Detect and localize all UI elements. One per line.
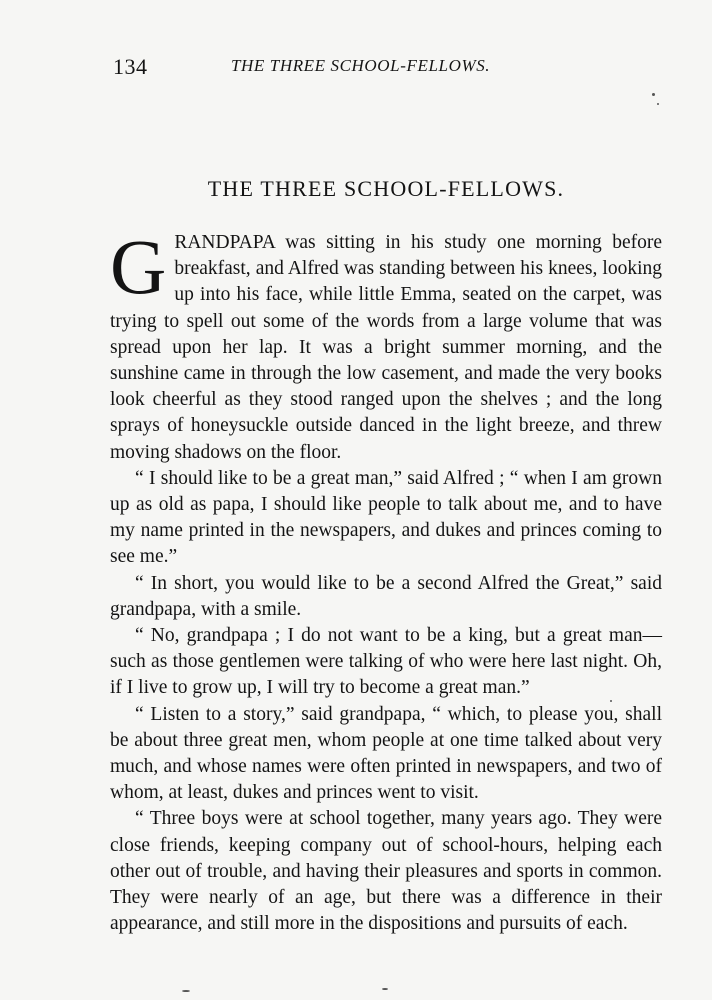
page-number: 134 xyxy=(113,54,148,79)
paragraph-5: “ Listen to a story,” said grandpapa, “ which, to please you, shall be about three great men, whom people at one time talked about very much, and whose names were often printed in newspapers, and two of whom, at least, dukes and princes went to visit. xyxy=(110,703,662,804)
paragraph-6: “ Three boys were at school together, many years ago. They were close friends, keeping company out of school-hours, helping each other out of trouble, and having their pleasures and sports in common. They were nearly of an age, but there was a difference in their appearance, and still more in the dispositions and pursuits of each. xyxy=(110,808,662,935)
speck xyxy=(610,700,612,702)
paragraph-1 xyxy=(110,223,662,466)
paragraph-3: “ In short, you would like to be a second Alfred the Great,” said grandpapa, with a smile. xyxy=(110,572,662,620)
speck xyxy=(657,103,659,105)
speck xyxy=(382,988,388,990)
running-title: THE THREE SCHOOL-FELLOWS. xyxy=(231,56,491,75)
speck xyxy=(652,93,655,96)
drop-cap: G xyxy=(110,223,167,310)
chapter-title: THE THREE SCHOOL-FELLOWS. xyxy=(207,176,565,201)
speck xyxy=(182,990,190,992)
paragraph-4: “ No, grandpapa ; I do not want to be a king, but a great man—such as those gentlemen were talking of who were here last night. Oh, if I live to grow up, I will try to become a great man.” xyxy=(110,625,662,699)
paragraph-1-text: RANDPAPA was sitting in his study one morning before breakfast, and Alfred was standing between his knees, looking up into his face, while little Emma, seated on the carpet, was trying to spell out some of the words from a large volume that was spread upon her lap. It was a bright summer morning, and the sunshine came in through the low casement, and made the very books look cheerful as they stood ranged upon the shelves ; and the long sprays of honeysuckle outside danced in the light breeze, and threw moving shadows on the floor. xyxy=(110,232,662,463)
body-text xyxy=(110,223,662,937)
running-head xyxy=(113,52,661,82)
paragraph-2: “ I should like to be a great man,” said Alfred ; “ when I am grown up as old as papa, I should like people to talk about me, and to have my name printed in the newspapers, and dukes and princes coming to see me.” xyxy=(110,467,662,568)
